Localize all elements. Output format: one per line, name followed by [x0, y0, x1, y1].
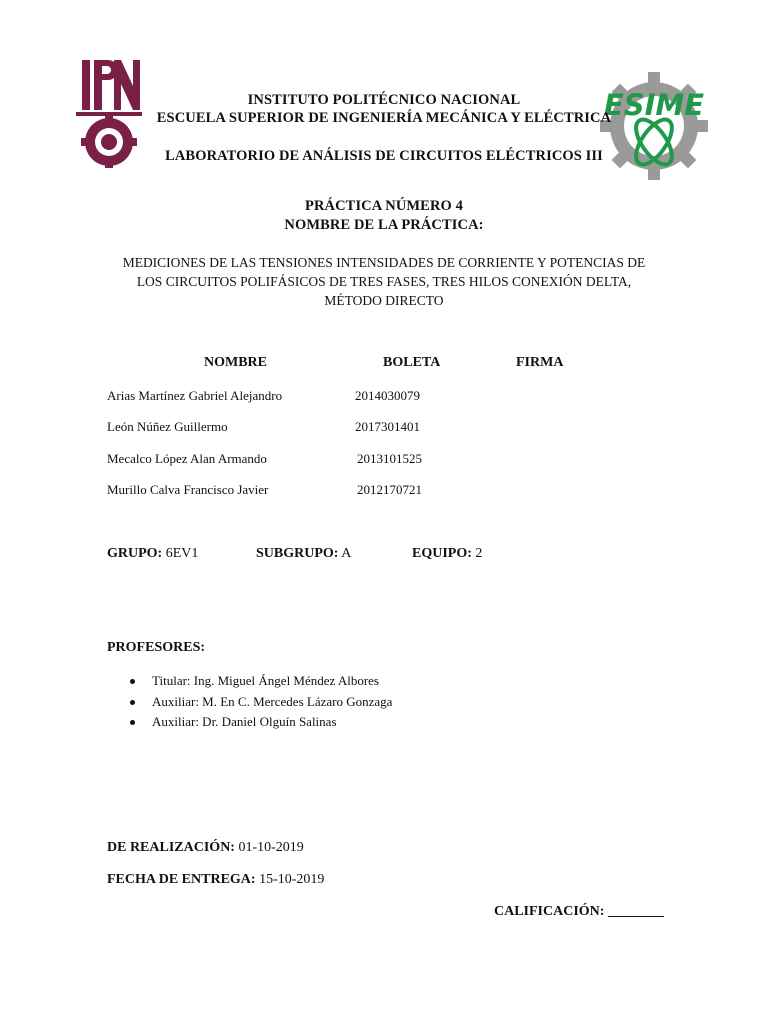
- delivery-date: [107, 872, 324, 888]
- student-boleta: 2012170721: [357, 482, 422, 497]
- practice-title-line-2: LOS CIRCUITOS POLIFÁSICOS DE TRES FASES, TRES HILOS CONEXIÓN DELTA,: [136, 274, 632, 289]
- institute-name: INSTITUTO POLITÉCNICO NACIONAL: [247, 92, 521, 108]
- professors-label: PROFESORES:: [107, 640, 206, 655]
- grade-label: CALIFICACIÓN:: [494, 904, 605, 919]
- professor-item: Auxiliar: Dr. Daniel Olguín Salinas: [152, 714, 337, 729]
- equipo-value: 2: [475, 546, 483, 561]
- esime-logo-text: ESIME: [603, 88, 705, 122]
- delivery-date-label: FECHA DE ENTREGA:: [107, 872, 256, 887]
- grupo-label: GRUPO:: [107, 546, 163, 561]
- professor-item: Titular: Ing. Miguel Ángel Méndez Albores: [152, 673, 379, 688]
- student-boleta: 2017301401: [355, 419, 420, 434]
- student-name: Murillo Calva Francisco Javier: [107, 482, 269, 497]
- equipo-field: [412, 546, 482, 562]
- header-boleta: BOLETA: [383, 355, 441, 370]
- practice-title-line-3: MÉTODO DIRECTO: [324, 293, 444, 308]
- practice-title-line-1: MEDICIONES DE LAS TENSIONES INTENSIDADES DE CORRIENTE Y POTENCIAS DE: [122, 255, 646, 270]
- realization-date-label: DE REALIZACIÓN:: [107, 840, 235, 855]
- realization-date-value: 01-10-2019: [238, 840, 304, 855]
- practice-number: PRÁCTICA NÚMERO 4: [305, 198, 463, 214]
- student-boleta: 2013101525: [357, 451, 422, 466]
- subgrupo-label: SUBGRUPO:: [256, 546, 339, 561]
- subgrupo-value: A: [341, 546, 352, 561]
- header-nombre: NOMBRE: [204, 355, 267, 370]
- grupo-value: 6EV1: [165, 546, 199, 561]
- student-name: Arias Martínez Gabriel Alejandro: [107, 388, 283, 403]
- student-name: Mecalco López Alan Armando: [107, 451, 267, 466]
- subgrupo-field: [256, 546, 351, 562]
- realization-date: [107, 840, 304, 856]
- grupo-field: [107, 546, 198, 562]
- student-boleta: 2014030079: [355, 388, 420, 403]
- header-firma: FIRMA: [516, 355, 564, 370]
- student-name: León Núñez Guillermo: [107, 419, 228, 434]
- school-name: ESCUELA SUPERIOR DE INGENIERÍA MECÁNICA Y ELÉCTRICA: [156, 110, 612, 126]
- grade-blank: ________: [607, 904, 664, 919]
- grade-field: [494, 904, 664, 920]
- equipo-label: EQUIPO:: [412, 546, 472, 561]
- delivery-date-value: 15-10-2019: [259, 872, 325, 887]
- practice-name-label: NOMBRE DE LA PRÁCTICA:: [284, 217, 484, 233]
- lab-name: LABORATORIO DE ANÁLISIS DE CIRCUITOS ELÉCTRICOS III: [165, 148, 603, 164]
- professor-item: Auxiliar: M. En C. Mercedes Lázaro Gonzaga: [152, 694, 393, 709]
